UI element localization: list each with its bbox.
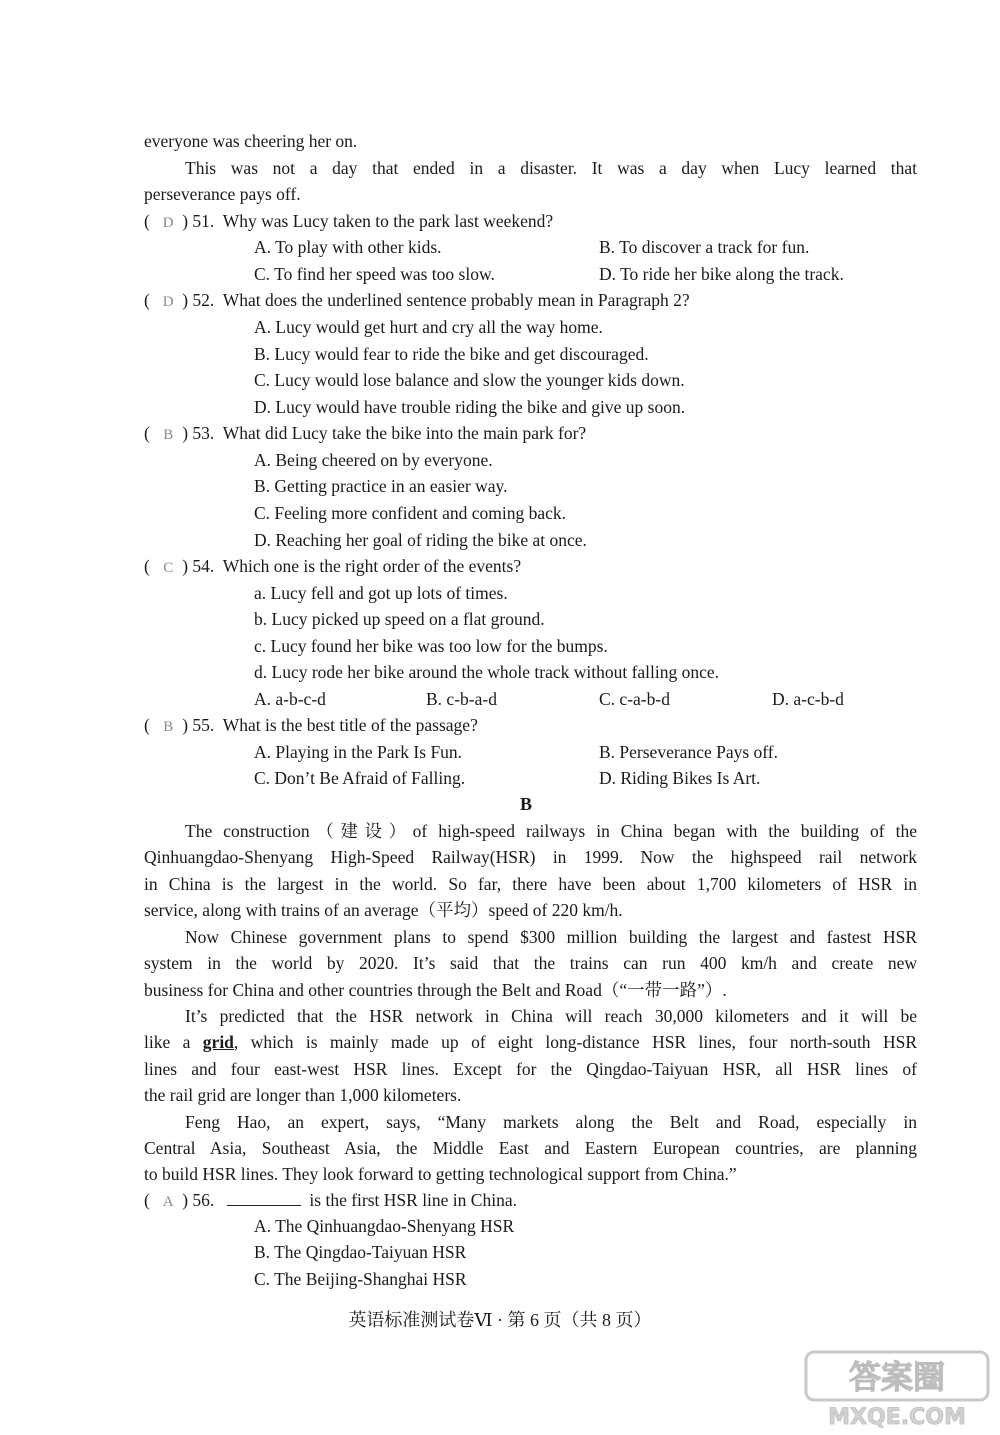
- text-line: Now Chinese government plans to spend $300 million building the largest and fastest HSR: [185, 927, 917, 947]
- text-line: in China is the largest in the world. So far, there have been about 1,700 kilometers of HSR in: [144, 874, 917, 894]
- option: B. Lucy would fear to ride the bike and get discouraged.: [254, 344, 649, 364]
- option: A. Being cheered on by everyone.: [254, 450, 493, 470]
- answer-mark: B: [163, 427, 174, 443]
- option: D. a-c-b-d: [772, 689, 844, 709]
- answer-mark: C: [163, 560, 174, 576]
- question-stem: What is the best title of the passage?: [222, 715, 478, 735]
- text-line: perseverance pays off.: [144, 184, 301, 204]
- text-line: It’s predicted that the HSR network in China will reach 30,000 kilometers and it will be: [185, 1006, 917, 1026]
- watermark-logo: [802, 1348, 992, 1430]
- text-line: This was not a day that ended in a disaster. It was a day when Lucy learned that: [185, 158, 917, 178]
- event-item: c. Lucy found her bike was too low for the bumps.: [254, 636, 608, 656]
- option: C. To find her speed was too slow.: [254, 264, 495, 284]
- question-52: ( D ) 52. What does the underlined sentence probably mean in Paragraph 2?: [144, 289, 690, 311]
- question-stem: What does the underlined sentence probably mean in Paragraph 2?: [222, 290, 690, 310]
- answer-mark: A: [162, 1194, 174, 1210]
- text-line: Central Asia, Southeast Asia, the Middle East and Eastern European countries, are planning: [144, 1138, 917, 1158]
- question-51: ( D ) 51. Why was Lucy taken to the park last weekend?: [144, 210, 553, 232]
- event-item: b. Lucy picked up speed on a flat ground.: [254, 609, 545, 629]
- watermark-text: 答案圈: [848, 1358, 946, 1396]
- option: D. To ride her bike along the track.: [599, 264, 844, 284]
- question-56: ( A ) 56. is the first HSR line in China.: [144, 1189, 517, 1211]
- text-line: to build HSR lines. They look forward to getting technological support from China.”: [144, 1164, 737, 1184]
- option: C. Don’t Be Afraid of Falling.: [254, 768, 466, 788]
- option: A. Playing in the Park Is Fun.: [254, 742, 463, 762]
- option: D. Reaching her goal of riding the bike at once.: [254, 530, 587, 550]
- event-item: a. Lucy fell and got up lots of times.: [254, 583, 508, 603]
- option: C. Feeling more confident and coming back.: [254, 503, 567, 523]
- watermark-url: MXQE.COM: [828, 1405, 966, 1430]
- text-line: like a grid, which is mainly made up of eight long-distance HSR lines, four north-south HSR: [144, 1032, 917, 1052]
- option: B. The Qingdao-Taiyuan HSR: [254, 1242, 467, 1262]
- section-heading: B: [520, 794, 533, 814]
- option: A. The Qinhuangdao-Shenyang HSR: [254, 1216, 515, 1236]
- question-53: ( B ) 53. What did Lucy take the bike into the main park for?: [144, 422, 586, 444]
- question-stem: is the first HSR line in China.: [309, 1190, 517, 1210]
- option: B. Perseverance Pays off.: [599, 742, 778, 762]
- option: D. Riding Bikes Is Art.: [599, 768, 761, 788]
- option: B. c-b-a-d: [426, 689, 497, 709]
- option: A. Lucy would get hurt and cry all the way home.: [254, 317, 603, 337]
- text-line: the rail grid are longer than 1,000 kilometers.: [144, 1085, 462, 1105]
- answer-blank: [227, 1191, 301, 1206]
- text-line: Feng Hao, an expert, says, “Many markets along the Belt and Road, especially in: [185, 1112, 917, 1132]
- option: C. Lucy would lose balance and slow the younger kids down.: [254, 370, 685, 390]
- option: D. Lucy would have trouble riding the bike and give up soon.: [254, 397, 686, 417]
- underlined-word: grid: [202, 1032, 234, 1052]
- event-item: d. Lucy rode her bike around the whole track without falling once.: [254, 662, 720, 682]
- option: A. a-b-c-d: [254, 689, 326, 709]
- text-line: The construction（建设）of high-speed railways in China began with the building of the: [185, 821, 917, 841]
- question-54: ( C ) 54. Which one is the right order of the events?: [144, 555, 521, 577]
- page-footer: 英语标准测试卷Ⅵ · 第 6 页（共 8 页）: [348, 1310, 652, 1330]
- text-line: system in the world by 2020. It’s said that the trains can run 400 km/h and create new: [144, 953, 917, 973]
- text-line: lines and four east-west HSR lines. Except for the Qingdao-Taiyuan HSR, all HSR lines of: [144, 1059, 917, 1079]
- option: B. Getting practice in an easier way.: [254, 476, 508, 496]
- question-stem: Why was Lucy taken to the park last weekend?: [222, 211, 554, 231]
- option: B. To discover a track for fun.: [599, 237, 810, 257]
- question-stem: Which one is the right order of the events?: [222, 556, 522, 576]
- option: C. c-a-b-d: [599, 689, 670, 709]
- question-55: ( B ) 55. What is the best title of the passage?: [144, 714, 478, 736]
- answer-mark: D: [162, 215, 174, 231]
- text-line: business for China and other countries through the Belt and Road（“一带一路”）.: [144, 980, 727, 1000]
- answer-mark: B: [163, 719, 174, 735]
- answer-mark: D: [162, 294, 174, 310]
- text-line: service, along with trains of an average（平均）speed of 220 km/h.: [144, 900, 623, 920]
- text-line: Qinhuangdao-Shenyang High-Speed Railway(HSR) in 1999. Now the highspeed rail network: [144, 847, 917, 867]
- option: A. To play with other kids.: [254, 237, 442, 257]
- text-line: everyone was cheering her on.: [144, 131, 358, 151]
- option: C. The Beijing-Shanghai HSR: [254, 1269, 467, 1289]
- question-stem: What did Lucy take the bike into the main park for?: [222, 423, 587, 443]
